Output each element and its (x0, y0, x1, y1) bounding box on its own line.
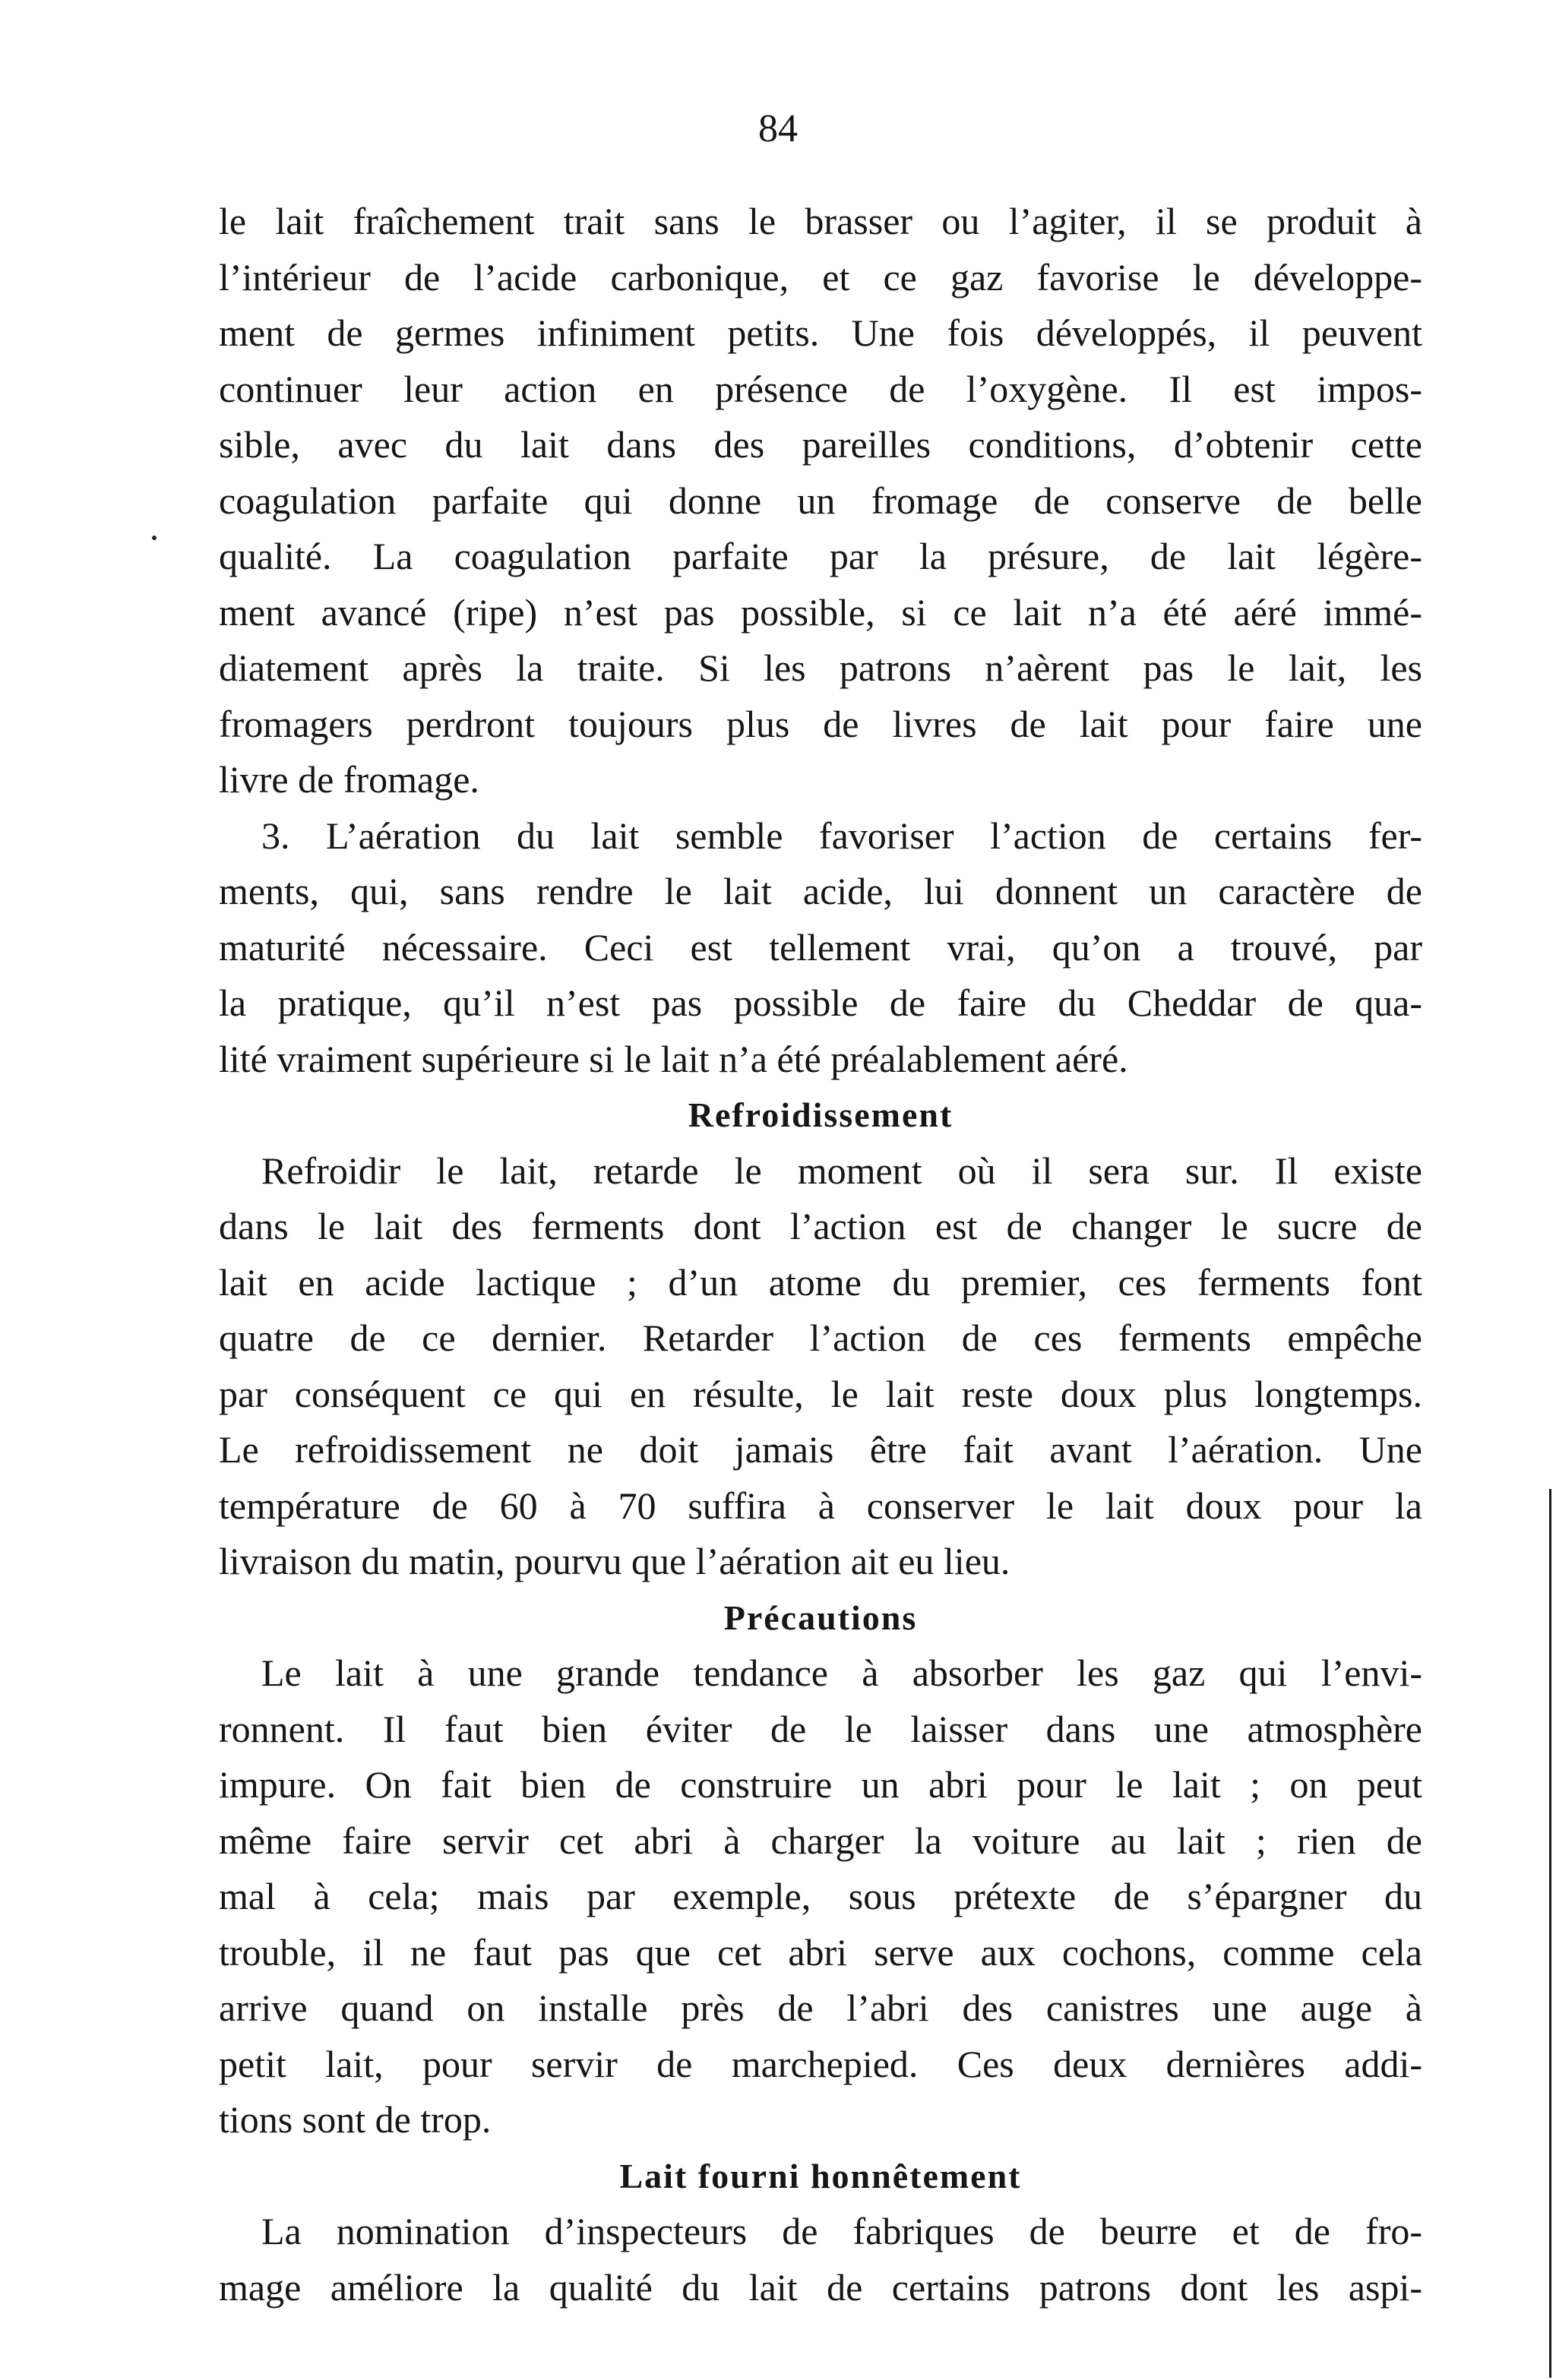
text-line: diatement après la traite. Si les patrons n’aèrent pas le lait, les (219, 646, 1422, 689)
text-line: température de 60 à 70 suffira à conserver le lait doux pour la (219, 1484, 1422, 1527)
text-line: sible, avec du lait dans des pareilles conditions, d’obtenir cette (219, 423, 1422, 466)
text-line: livraison du matin, pourvu que l’aération ait eu lieu. (219, 1540, 1010, 1582)
text-line: lait en acide lactique ; d’un atome du premier, ces ferments font (219, 1260, 1422, 1304)
paragraph-lait-fourni (219, 2204, 1422, 2315)
text-line: par conséquent ce qui en résulte, le lait reste doux plus longtemps. (219, 1372, 1422, 1415)
paragraph-aeration-continued (219, 194, 1422, 808)
paragraph-precautions (219, 1645, 1422, 2148)
page-text (219, 194, 1422, 2315)
text-line: le lait fraîchement trait sans le brasser ou l’agiter, il se produit à (219, 200, 1422, 242)
text-line: lité vraiment supérieure si le lait n’a été préalablement aéré. (219, 1037, 1128, 1080)
text-line: livre de fromage. (219, 758, 479, 801)
text-line: coagulation parfaite qui donne un fromage de conserve de belle (219, 479, 1422, 522)
paragraph-point-3 (219, 808, 1422, 1088)
text-line: la pratique, qu’il n’est pas possible de faire du Cheddar de qua- (219, 981, 1422, 1024)
text-line: ment avancé (ripe) n’est pas possible, si ce lait n’a été aéré immé- (219, 590, 1422, 634)
text-line: ment de germes infiniment petits. Une fois développés, il peuvent (219, 311, 1422, 354)
text-line: mage améliore la qualité du lait de certains patrons dont les aspi- (219, 2265, 1422, 2309)
text-line: 3. L’aération du lait semble favoriser l’action de certains fer- (261, 814, 1422, 857)
text-line: mal à cela; mais par exemple, sous prétexte de s’épargner du (219, 1875, 1422, 1917)
text-line: même faire servir cet abri à charger la voiture au lait ; rien de (219, 1819, 1422, 1862)
text-line: fromagers perdront toujours plus de livres de lait pour faire une (219, 702, 1422, 745)
text-line: tions sont de trop. (219, 2098, 492, 2141)
text-line: maturité nécessaire. Ceci est tellement vrai, qu’on a trouvé, par (219, 925, 1422, 969)
section-heading-lait-fourni: Lait fourni honnêtement (619, 2156, 1022, 2195)
text-line: impure. On fait bien de construire un abri pour le lait ; on peut (219, 1763, 1422, 1806)
text-line: La nomination d’inspecteurs de fabriques de beurre et de fro- (261, 2210, 1422, 2252)
text-line: dans le lait des ferments dont l’action est de changer le sucre de (219, 1205, 1422, 1247)
text-line: Refroidir le lait, retarde le moment où il sera sur. Il existe (261, 1149, 1422, 1192)
text-line: petit lait, pour servir de marchepied. Ces deux dernières addi- (219, 2042, 1422, 2085)
section-heading-precautions: Précautions (723, 1598, 918, 1637)
text-line: quatre de ce dernier. Retarder l’action de ces ferments empêche (219, 1316, 1422, 1359)
page-edge-rule (1549, 1504, 1551, 2378)
margin-speck (152, 536, 157, 540)
page-number: 84 (758, 107, 798, 150)
text-line: Le refroidissement ne doit jamais être fait avant l’aération. Une (219, 1428, 1422, 1471)
text-line: qualité. La coagulation parfaite par la présure, de lait légère- (219, 535, 1422, 577)
text-line: ments, qui, sans rendre le lait acide, lui donnent un caractère de (219, 870, 1422, 912)
text-line: trouble, il ne faut pas que cet abri serve aux cochons, comme cela (219, 1930, 1422, 1974)
paragraph-refroidissement (219, 1143, 1422, 1590)
text-line: ronnent. Il faut bien éviter de le laisser dans une atmosphère (219, 1707, 1422, 1750)
text-line: Le lait à une grande tendance à absorber les gaz qui l’envi- (261, 1651, 1422, 1694)
text-line: l’intérieur de l’acide carbonique, et ce gaz favorise le développe- (219, 255, 1422, 299)
section-heading-refroidissement: Refroidissement (688, 1095, 954, 1134)
text-line: continuer leur action en présence de l’oxygène. Il est impos- (219, 367, 1422, 410)
text-line: arrive quand on installe près de l’abri des canistres une auge à (219, 1986, 1422, 2029)
